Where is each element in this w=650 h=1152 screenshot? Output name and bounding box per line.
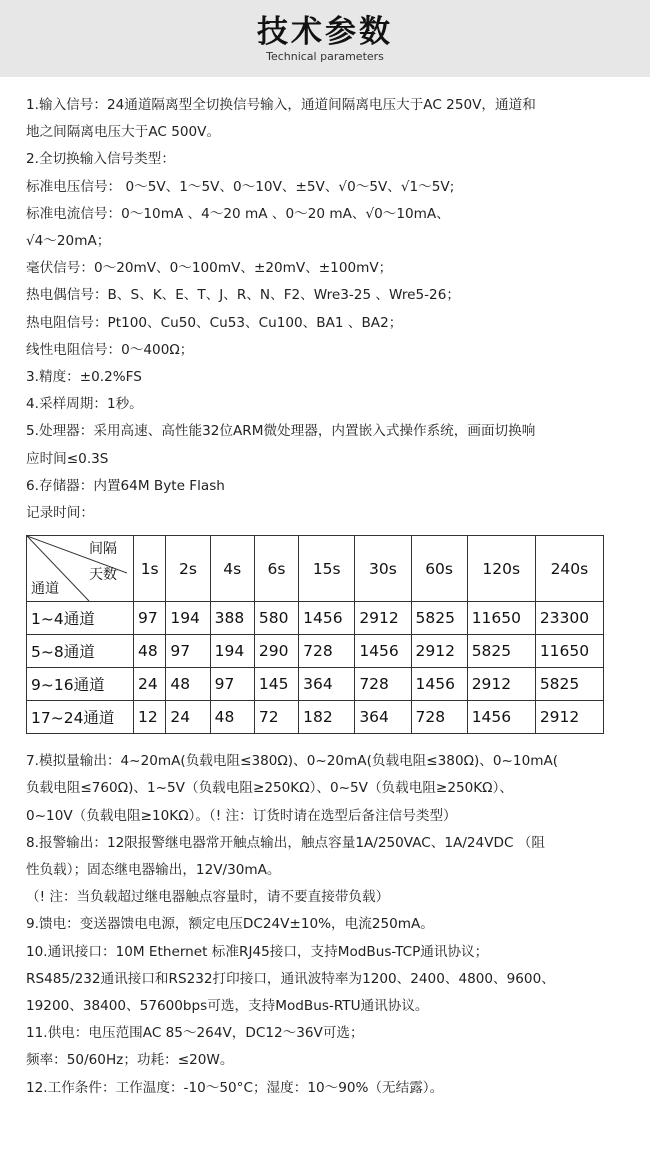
table-cell: 1456 [299,602,355,635]
spec-content [26,92,636,1102]
table-row [27,602,604,635]
spec-line: 9.馈电：变送器馈电电源，额定电压DC24V±10%，电流250mA。 [26,916,434,933]
column-header: 15s [299,536,355,602]
table-cell: 24 [134,668,166,701]
spec-line: 3.精度：±0.2%FS [26,369,142,386]
table-cell: 364 [299,668,355,701]
table-cell: 2912 [355,602,411,635]
spec-line: 8.报警输出：12限报警继电器常开触点输出，触点容量1A/250VAC、1A/24VDC （阻 [26,834,545,851]
spec-list-part-1 [26,92,636,527]
spec-line: 负载电阻≤760Ω)、1~5V（负载电阻≥250KΩ）、0~5V（负载电阻≥250KΩ）、 [26,780,513,797]
page-subtitle: Technical parameters [266,50,384,63]
column-header: 120s [467,536,535,602]
column-header: 6s [254,536,298,602]
spec-line: 0~10V（负载电阻≥10KΩ）。（! 注：订货时请在选型后备注信号类型） [26,807,457,824]
spec-line: 10.通讯接口：10M Ethernet 标准RJ45接口，支持ModBus-TCP通讯协议； [26,943,489,960]
column-header: 240s [535,536,603,602]
spec-line: 毫伏信号：0～20mV、0～100mV、±20mV、±100mV； [26,260,393,277]
spec-line: 应时间≤0.3S [26,450,109,467]
spec-line: 11.供电：电压范围AC 85～264V，DC12～36V可选； [26,1025,364,1042]
table-header-row [27,536,604,602]
spec-line: 线性电阻信号：0～400Ω； [26,341,194,358]
page-title: 技术参数 [257,14,393,50]
spec-line: 2.全切换输入信号类型： [26,151,175,168]
table-row [27,635,604,668]
table-cell: 48 [210,701,254,734]
spec-line: 5.处理器：采用高速、高性能32位ARM微处理器，内置嵌入式操作系统，画面切换响 [26,423,536,440]
table-cell: 24 [166,701,210,734]
table-cell: 5825 [467,635,535,668]
table-cell: 1456 [355,635,411,668]
spec-line: 热电偶信号：B、S、K、E、T、J、R、N、F2、Wre3-25 、Wre5-26； [26,287,460,304]
table-cell: 194 [210,635,254,668]
spec-line: 性负载）；固态继电器输出，12V/30mA。 [26,862,281,879]
table-cell: 11650 [467,602,535,635]
table-cell: 388 [210,602,254,635]
table-cell: 48 [134,635,166,668]
column-header: 60s [411,536,467,602]
table-cell: 72 [254,701,298,734]
spec-line: 4.采样周期：1秒。 [26,396,143,413]
spec-line: 7.模拟量输出：4~20mA(负载电阻≤380Ω)、0~20mA(负载电阻≤380Ω)、0~10mA( [26,753,559,770]
spec-line: （! 注：当负载超过继电器触点容量时，请不要直接带负载） [26,889,390,906]
row-label: 5~8通道 [27,635,134,668]
table-row [27,668,604,701]
table-cell: 2912 [411,635,467,668]
row-label: 9~16通道 [27,668,134,701]
page-header [0,0,650,77]
table-cell: 194 [166,602,210,635]
table-cell: 580 [254,602,298,635]
table-row [27,701,604,734]
row-label: 17~24通道 [27,701,134,734]
spec-line: 记录时间： [26,505,94,522]
spec-line: 频率：50/60Hz；功耗：≤20W。 [26,1052,234,1069]
corner-label-interval: 间隔 [89,541,117,558]
row-label: 1~4通道 [27,602,134,635]
table-cell: 11650 [535,635,603,668]
spec-line: √4～20mA； [26,233,111,250]
table-cell: 5825 [411,602,467,635]
table-cell: 290 [254,635,298,668]
table-cell: 23300 [535,602,603,635]
record-time-table [26,535,604,734]
spec-line: 19200、38400、57600bps可选，支持ModBus-RTU通讯协议。 [26,998,429,1015]
table-cell: 12 [134,701,166,734]
table-cell: 48 [166,668,210,701]
spec-line: 12.工作条件：工作温度：-10～50°C；湿度：10～90%（无结露）。 [26,1079,444,1096]
spec-line: RS485/232通讯接口和RS232打印接口，通讯波特率为1200、2400、4800、9600、 [26,970,555,987]
table-cell: 145 [254,668,298,701]
table-cell: 182 [299,701,355,734]
spec-line: 地之间隔离电压大于AC 500V。 [26,124,221,141]
table-cell: 728 [355,668,411,701]
table-cell: 728 [299,635,355,668]
column-header: 1s [134,536,166,602]
table-corner-cell [27,536,134,602]
table-cell: 5825 [535,668,603,701]
column-header: 30s [355,536,411,602]
table-cell: 728 [411,701,467,734]
table-cell: 97 [210,668,254,701]
table-cell: 1456 [467,701,535,734]
table-cell: 2912 [467,668,535,701]
table-cell: 97 [134,602,166,635]
table-cell: 1456 [411,668,467,701]
corner-label-days: 天数 [89,567,117,584]
column-header: 2s [166,536,210,602]
spec-list-part-2 [26,748,636,1102]
column-header: 4s [210,536,254,602]
spec-line: 1.输入信号：24通道隔离型全切换信号输入，通道间隔离电压大于AC 250V，通道和 [26,97,536,113]
spec-line: 标准电流信号：0～10mA 、4～20 mA 、0～20 mA、√0～10mA、 [26,205,450,222]
spec-line: 6.存储器：内置64M Byte Flash [26,477,225,494]
spec-line: 标准电压信号： 0～5V、1～5V、0～10V、±5V、√0～5V、√1～5V; [26,178,455,195]
spec-line: 热电阻信号：Pt100、Cu50、Cu53、Cu100、BA1 、BA2； [26,314,403,331]
table-cell: 2912 [535,701,603,734]
table-cell: 97 [166,635,210,668]
corner-label-channel: 通道 [31,581,59,598]
table-cell: 364 [355,701,411,734]
